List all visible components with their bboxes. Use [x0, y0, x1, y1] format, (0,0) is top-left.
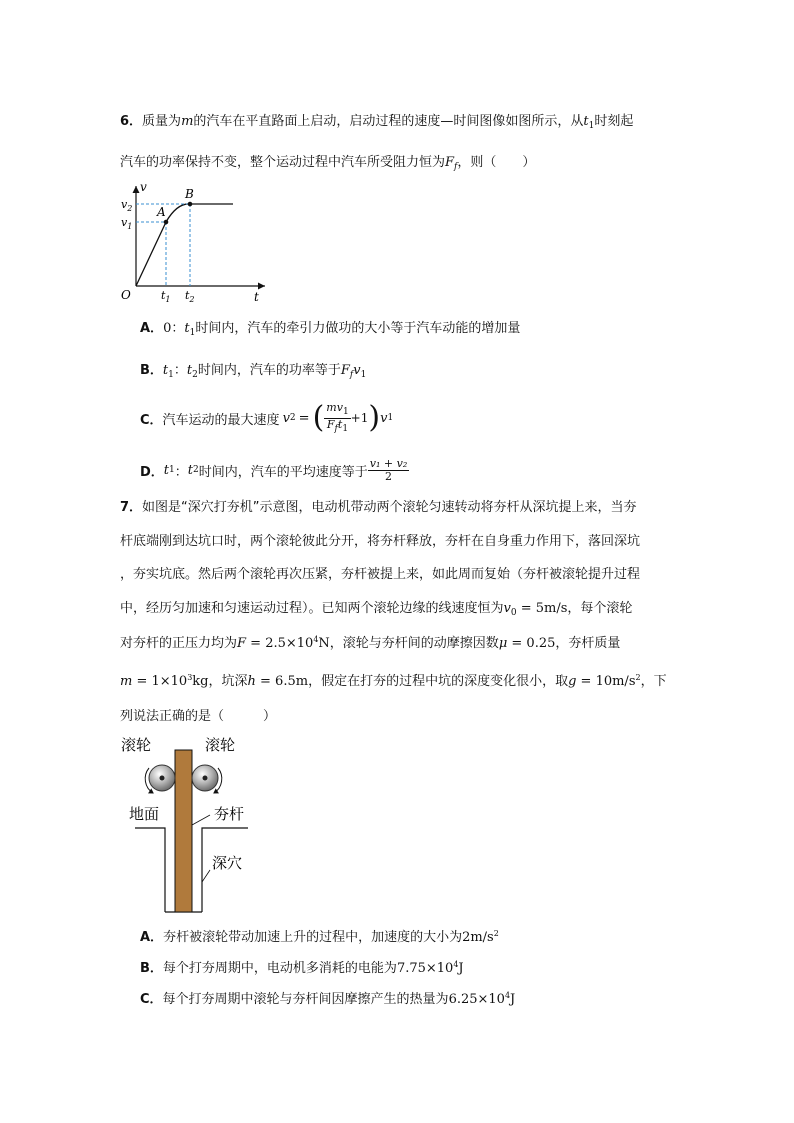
ground-left-outline	[135, 828, 165, 912]
q7-option-b[interactable]	[140, 957, 464, 976]
q7-var: μ	[498, 636, 508, 651]
q7-c-val: 6.25×10	[448, 992, 505, 1007]
q7-sup: 3	[187, 673, 193, 682]
q7-option-c[interactable]	[140, 988, 515, 1007]
q7-unit: kg	[192, 674, 209, 689]
q7-val: = 6.5m	[255, 674, 309, 689]
q7-a-exp: 2	[493, 929, 499, 938]
q7-text: ，滚轮与夯杆间的动摩擦因数	[329, 636, 499, 651]
q7-val: = 10m/s	[576, 674, 636, 689]
hole-label: 深穴	[212, 854, 243, 872]
option-label: B．	[140, 363, 163, 378]
q6-d-fraction: $\frac{\text{v₁ + v₂}}{2}$	[369, 456, 408, 483]
q7-val: = 0.25	[507, 636, 556, 651]
q6-stem-line1	[120, 110, 633, 131]
right-roller-axle	[203, 776, 208, 781]
q6-option-d[interactable]: D． t 1 ： t 2 时间内，汽车的平均速度等于 $\frac{\text{v₁ + v₂}}{2}$	[140, 456, 408, 483]
option-label: B．	[140, 961, 163, 976]
v2-label: $v_2$	[121, 198, 133, 213]
q6-d-text: 时间内，汽车的平均速度等于	[198, 464, 368, 480]
q7-c-exp: 4	[504, 991, 511, 1000]
q6-b-text: 时间内，汽车的功率等于	[197, 363, 341, 378]
q7-text: ，假定在打夯的过程中坑的深度变化很小，取	[308, 674, 569, 689]
q7-text: 对夯杆的正压力均为	[120, 636, 238, 651]
q6-option-c[interactable]: C． 汽车运动的最大速度 v 2 = ( $\frac{mv_1}{F_ft_1}$ +1 ) v 1	[140, 400, 394, 435]
q7-text: 如图是“深穴打夯机”示意图，电动机带动两个滚轮匀速转动将夯杆从深坑提上来，当夯	[142, 500, 637, 515]
q6-var-F: F	[445, 155, 455, 170]
t-axis-label: t	[254, 290, 259, 304]
t1-label: $t_1$	[161, 289, 171, 304]
point-a	[164, 220, 169, 225]
q7-val: = 5m/s	[516, 601, 568, 616]
q7-text: 中，经历匀加速和匀速运动过程）。已知两个滚轮边缘的线速度恒为	[120, 601, 504, 616]
q7-var: g	[568, 674, 577, 689]
q7-option-a[interactable]	[140, 926, 499, 945]
q7-text: ，每个滚轮	[567, 601, 633, 616]
q7-var: m	[120, 674, 133, 689]
v-axis-label: v	[140, 180, 147, 194]
tamper-rod	[175, 750, 192, 912]
q6-d-colon: ：	[174, 464, 188, 480]
option-label: C．	[140, 412, 163, 428]
q7-number: 7．	[120, 500, 143, 515]
q7-c-text: 每个打夯周期中滚轮与夯杆间因摩擦产生的热量为	[162, 992, 449, 1007]
q6-option-a[interactable]: A．0：$t_1$时间内，汽车的牵引力做功的大小等于汽车动能的增加量	[140, 321, 521, 338]
q7-line4	[120, 597, 632, 618]
origin-label: O	[121, 288, 131, 302]
roller-left-label: 滚轮	[121, 736, 152, 754]
t2-label: $t_2$	[185, 289, 195, 304]
vt-curve	[136, 204, 233, 286]
ground-label: 地面	[129, 805, 160, 823]
q6-stem-line2	[120, 151, 535, 172]
point-b-label: B	[185, 187, 194, 201]
q6-c-text: 汽车运动的最大速度	[162, 412, 280, 428]
q7-a-text: 夯杆被滚轮带动加速上升的过程中，加速度的大小为	[163, 930, 463, 945]
q6-var-m: m	[181, 114, 194, 129]
q7-text: ，下	[640, 674, 667, 689]
q7-var: F	[237, 636, 247, 651]
option-label: A．	[140, 930, 164, 945]
q7-line3: ，夯实坑底。然后两个滚轮再次压紧，夯杆被提上来，如此周而复始（夯杆被滚轮提升过程	[120, 567, 641, 582]
q6-var-t1: t	[583, 114, 589, 129]
q7-b-text: 每个打夯周期中，电动机多消耗的电能为	[162, 961, 397, 976]
q7-line2: 杆底端刚到达坑口时，两个滚轮彼此分开，将夯杆释放，夯杆在自身重力作用下，落回深坑	[120, 534, 641, 549]
q6-a-zero: 0	[163, 321, 172, 336]
q6-vt-graph	[115, 180, 275, 305]
q7-b-exp: 4	[453, 960, 459, 969]
q6-text: 的汽车在平直路面上启动，启动过程的速度—时间图像如图所示，从	[193, 114, 584, 129]
q7-var: h	[247, 674, 256, 689]
q7-var: v	[503, 601, 511, 616]
option-label: D．	[140, 464, 164, 480]
point-b	[188, 202, 193, 207]
q6-text: 质量为	[142, 114, 182, 129]
q7-text: ，坑深	[208, 674, 248, 689]
option-label: A．	[140, 321, 164, 336]
q7-sup: 2	[635, 673, 641, 682]
q6-sub: f	[454, 162, 458, 172]
q6-number: 6．	[120, 114, 143, 129]
q7-line7: 列说法正确的是（ ）	[120, 709, 277, 724]
q7-a-val: 2m/s	[462, 930, 494, 945]
q7-c-unit: J	[510, 992, 516, 1007]
q6-a-text: 时间内，汽车的牵引力做功的大小等于汽车动能的增加量	[195, 321, 521, 336]
q6-c-plus: +1	[350, 411, 369, 425]
q6-text: 时刻起	[594, 114, 634, 129]
v1-label: $v_1$	[121, 216, 133, 231]
q7-tamper-figure	[115, 730, 265, 920]
left-roller-axle	[160, 776, 165, 781]
q6-b-colon: ：	[173, 363, 187, 378]
q7-sub: 0	[510, 608, 517, 618]
q7-b-val: 7.75×10	[396, 961, 454, 976]
q7-line6	[120, 670, 667, 689]
q7-sup: 4	[313, 635, 319, 644]
q7-b-unit: J	[458, 961, 464, 976]
q6-option-b[interactable]: B．$t_1$：$t_2$时间内，汽车的功率等于$F_fv_1$	[140, 363, 367, 380]
roller-right-label: 滚轮	[205, 736, 236, 754]
hole-leader-line	[202, 870, 210, 882]
q7-line1	[120, 496, 637, 515]
q6-a-colon: ：	[171, 321, 185, 336]
q7-text: ，夯杆质量	[555, 636, 621, 651]
q7-line5	[120, 632, 620, 651]
q6-sub: 1	[588, 121, 595, 131]
q6-text: 汽车的功率保持不变，整个运动过程中汽车所受阻力恒为	[120, 155, 446, 170]
option-label: C．	[140, 992, 163, 1007]
q6-c-fraction: $\frac{mv_1}{F_ft_1}$	[326, 400, 349, 434]
q7-val: = 1×10	[132, 674, 188, 689]
q7-unit: N	[318, 636, 330, 651]
q6-c-eq: =	[298, 410, 310, 426]
q7-val: = 2.5×10	[246, 636, 314, 651]
point-a-label: A	[157, 205, 166, 219]
rod-leader-line	[192, 815, 210, 825]
rod-label: 夯杆	[214, 805, 245, 823]
q6-text: ，则（ ）	[457, 155, 536, 170]
